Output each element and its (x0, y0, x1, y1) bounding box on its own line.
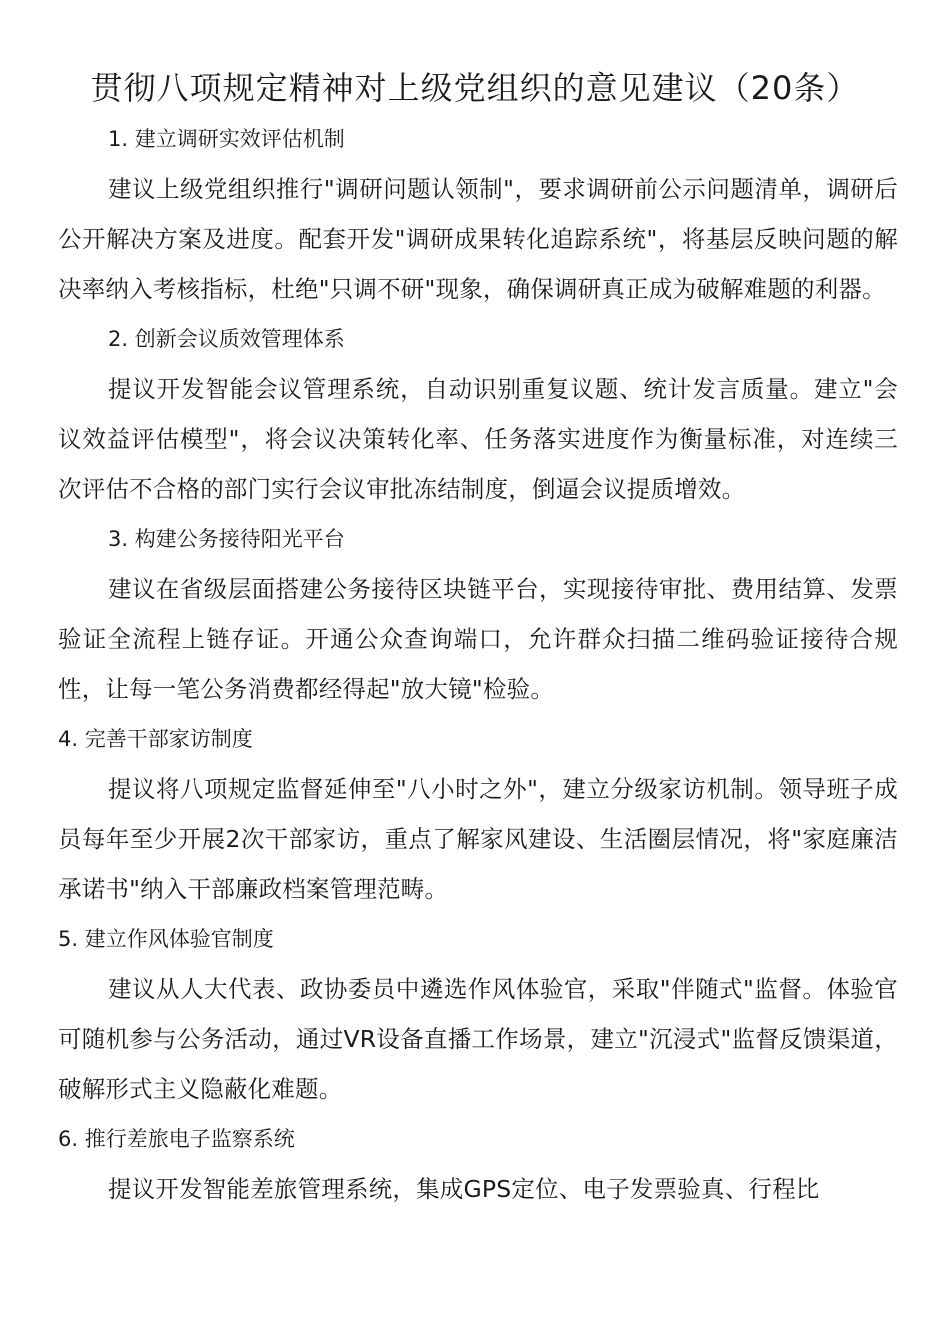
section-body-1: 建议上级党组织推行"调研问题认领制"，要求调研前公示问题清单，调研后公开解决方案及进度。配套开发"调研成果转化追踪系统"，将基层反映问题的解决率纳入考核指标，杜绝"只调不研"现象，确保调研真正成为破解难题的利器。 (58, 175, 898, 303)
document-body (58, 114, 898, 1214)
section-body-5: 建议从人大代表、政协委员中遴选作风体验官，采取"伴随式"监督。体验官可随机参与公务活动，通过VR设备直播工作场景，建立"沉浸式"监督反馈渠道，破解形式主义隐蔽化难题。 (58, 975, 898, 1103)
section-body-2: 提议开发智能会议管理系统，自动识别重复议题、统计发言质量。建立"会议效益评估模型"，将会议决策转化率、任务落实进度作为衡量标准，对连续三次评估不合格的部门实行会议审批冻结制度，倒逼会议提质增效。 (58, 375, 898, 503)
section-heading-6: 6. 推行差旅电子监察系统 (58, 1127, 295, 1151)
section-heading-1: 1. 建立调研实效评估机制 (108, 127, 345, 151)
section-body-6: 提议开发智能差旅管理系统，集成GPS定位、电子发票验真、行程比 (108, 1175, 820, 1203)
section-body-4: 提议将八项规定监督延伸至"八小时之外"，建立分级家访机制。领导班子成员每年至少开展2次干部家访，重点了解家风建设、生活圈层情况，将"家庭廉洁承诺书"纳入干部廉政档案管理范畴。 (58, 775, 898, 903)
document-title: 贯彻八项规定精神对上级党组织的意见建议（20条） (90, 69, 860, 107)
section-heading-4: 4. 完善干部家访制度 (58, 727, 253, 751)
section-heading-2: 2. 创新会议质效管理体系 (108, 327, 345, 351)
section-heading-3: 3. 构建公务接待阳光平台 (108, 527, 345, 551)
section-heading-5: 5. 建立作风体验官制度 (58, 927, 274, 951)
section-body-3: 建议在省级层面搭建公务接待区块链平台，实现接待审批、费用结算、发票验证全流程上链存证。开通公众查询端口，允许群众扫描二维码验证接待合规性，让每一笔公务消费都经得起"放大镜"检验。 (58, 575, 898, 703)
